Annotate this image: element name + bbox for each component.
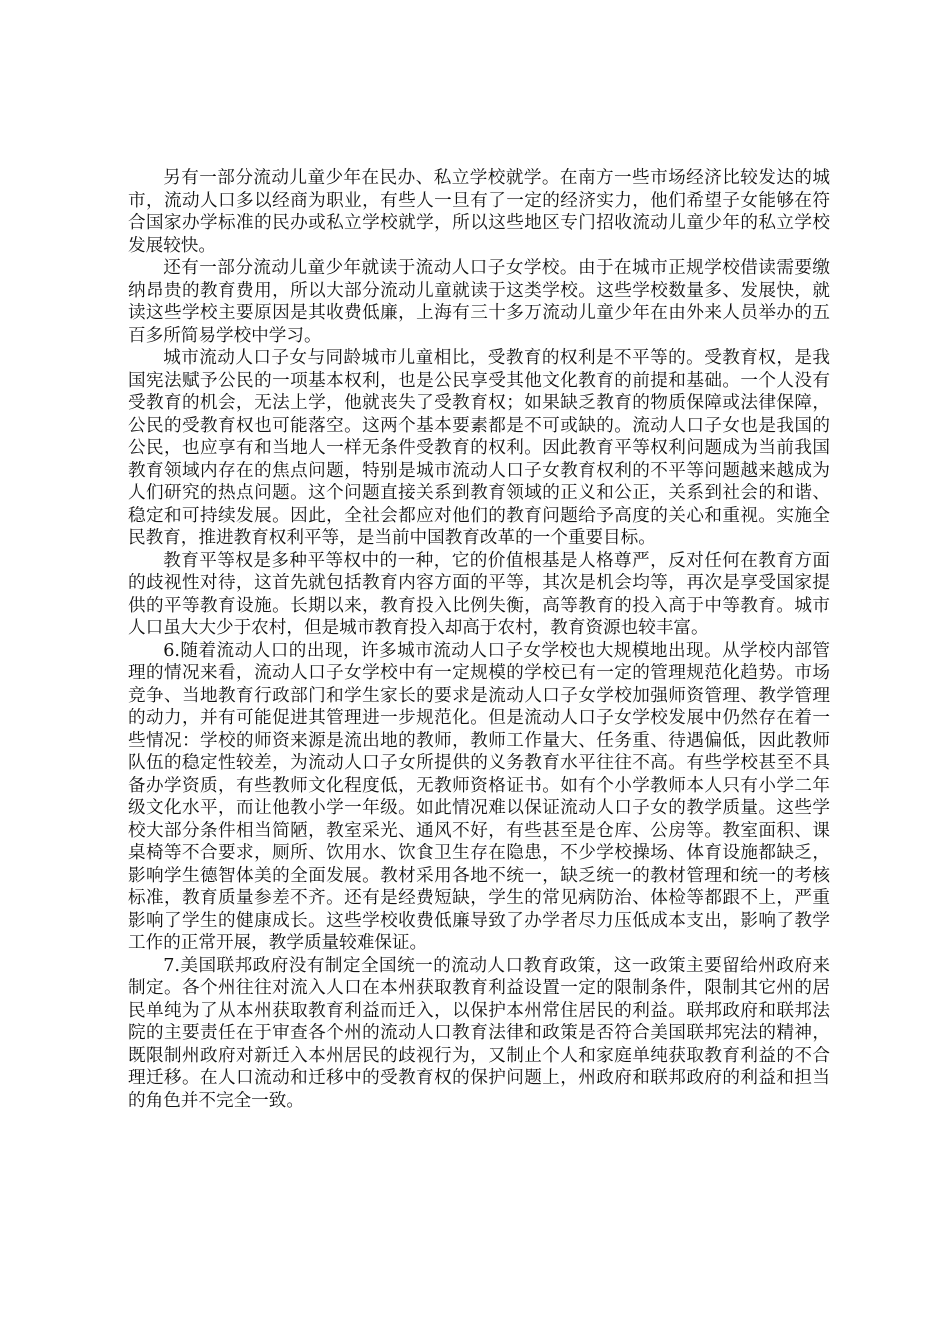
- paragraph-item-6: 6.随着流动人口的出现，许多城市流动人口子女学校也大规模地出现。从学校内部管理的情况来看，流动人口子女学校中有一定规模的学校已有一定的管理规范化趋势。市场竞争、当地教育行政部门和学生家长的要求是流动人口子女学校加强师资管理、教学管理的动力，并有可能促进其管理进一步规范化。但是流动人口子女学校发展中仍然存在着一些情况：学校的师资来源是流出地的教师，教师工作量大、任务重、待遇偏低，因此教师队伍的稳定性较差，为流动人口子女所提供的义务教育水平往往不高。有些学校甚至不具备办学资质，有些教师文化程度低，无教师资格证书。如有个小学教师本人只有小学二年级文化水平，而让他教小学一年级。如此情况难以保证流动人口子女的教学质量。这些学校大部分条件相当简陋，教室采光、通风不好，有些甚至是仓库、公房等。教室面积、课桌椅等不合要求，厕所、饮用水、饮食卫生存在隐患，不少学校操场、体育设施都缺乏，影响学生德智体美的全面发展。教材采用各地不统一，缺乏统一的教材管理和统一的考核标准，教育质量参差不齐。还有是经费短缺，学生的常见病防治、体检等都跟不上，严重影响了学生的健康成长。这些学校收费低廉导致了办学者尽力压低成本支出，影响了教学工作的正常开展，教学质量较难保证。: [128, 640, 830, 953]
- paragraph-migrant-schools: 还有一部分流动儿童少年就读于流动人口子女学校。由于在城市正规学校借读需要缴纳昂贵的教育费用，所以大部分流动儿童就读于这类学校。这些学校数量多、发展快，就读这些学校主要原因是其收费低廉，上海有三十多万流动儿童少年在由外来人员举办的五百多所简易学校中学习。: [128, 258, 830, 346]
- document-body: [128, 167, 830, 1112]
- paragraph-education-equality: 教育平等权是多种平等权中的一种，它的价值根基是人格尊严，反对任何在教育方面的歧视性对待，这首先就包括教育内容方面的平等，其次是机会均等，再次是享受国家提供的平等教育设施。长期以来，教育投入比例失衡，高等教育的投入高于中等教育。城市人口虽大大少于农村，但是城市教育投入却高于农村，教育资源也较丰富。: [128, 550, 830, 638]
- paragraph-private-schools: 另有一部分流动儿童少年在民办、私立学校就学。在南方一些市场经济比较发达的城市，流动人口多以经商为职业，有些人一旦有了一定的经济实力，他们希望子女能够在符合国家办学标准的民办或私立学校就学，所以这些地区专门招收流动儿童少年的私立学校发展较快。: [128, 168, 830, 256]
- paragraph-item-7: 7.美国联邦政府没有制定全国统一的流动人口教育政策，这一政策主要留给州政府来制定。各个州往往对流入人口在本州获取教育利益设置一定的限制条件，限制其它州的居民单纯为了从本州获取教育利益而迁入，以保护本州常住居民的利益。联邦政府和联邦法院的主要责任在于审查各个州的流动人口教育法律和政策是否符合美国联邦宪法的精神，既限制州政府对新迁入本州居民的歧视行为，又制止个人和家庭单纯获取教育利益的不合理迁移。在人口流动和迁移中的受教育权的保护问题上，州政府和联邦政府的利益和担当的角色并不完全一致。: [128, 955, 830, 1111]
- paragraph-education-rights: 城市流动人口子女与同龄城市儿童相比，受教育的权利是不平等的。受教育权，是我国宪法赋予公民的一项基本权利，也是公民享受其他文化教育的前提和基础。一个人没有受教育的机会，无法上学，他就丧失了受教育权；如果缺乏教育的物质保障或法律保障，公民的受教育权也可能落空。这两个基本要素都是不可或缺的。流动人口子女也是我国的公民，也应享有和当地人一样无条件受教育的权利。因此教育平等权利问题成为当前我国教育领域内存在的焦点问题，特别是城市流动人口子女教育权利的不平等问题越来越成为人们研究的热点问题。这个问题直接关系到教育领域的正义和公正，关系到社会的和谐、稳定和可持续发展。因此，全社会都应对他们的教育问题给予高度的关心和重视。实施全民教育，推进教育权利平等，是当前中国教育改革的一个重要目标。: [128, 348, 830, 548]
